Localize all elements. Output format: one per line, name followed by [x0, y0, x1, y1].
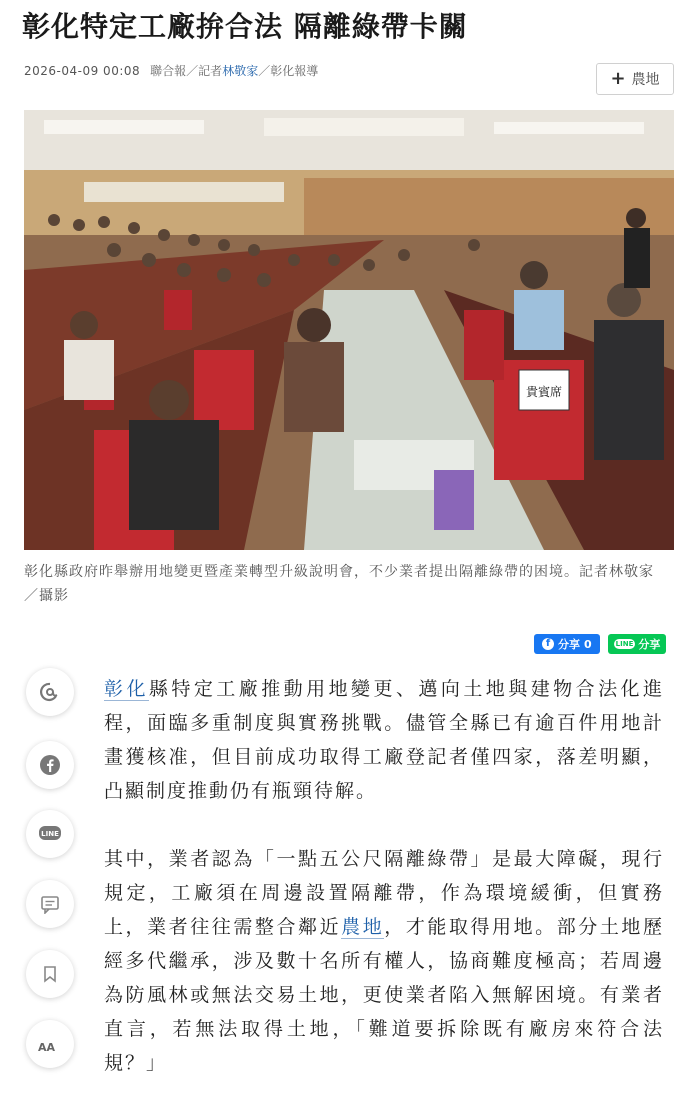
photo-sign-text: 貴賓席 [525, 385, 563, 399]
keyword-link-changhua[interactable]: 彰化 [104, 678, 149, 700]
comment-icon [40, 894, 60, 914]
line-share-button[interactable] [608, 634, 667, 654]
svg-text:AA: AA [38, 1041, 56, 1053]
threads-icon [40, 682, 60, 702]
facebook-share-count: 0 [584, 637, 592, 651]
meeting-photo [24, 110, 674, 550]
svg-text:LINE: LINE [41, 830, 59, 838]
line-icon: LINE [615, 640, 634, 648]
line-icon [39, 825, 61, 843]
paragraph-2-text-b: ，才能取得用地。部分土地歷經多代繼承，涉及數十名所有權人，協商難度極高；若周邊為防風林或無法交易土地，更使業者陷入無解困境。有業者直言，若無法取得土地，「難道要拆除既有廠房來符合法規？」 [104, 916, 664, 1074]
meta-separator: ／ [258, 64, 271, 78]
article-body [104, 672, 664, 1102]
paragraph-2-text-a: 其中，業者認為「一點五公尺隔離綠帶」是最大障礙，現行規定，工廠須在周邊設置隔離帶，作為環境緩衝，但實務上，業者往往需整合鄰近 [104, 848, 664, 938]
facebook-icon [39, 754, 61, 776]
line-share-label: 分享 [638, 638, 661, 651]
share-buttons [534, 634, 666, 654]
article-photo[interactable] [24, 110, 674, 550]
keyword-link-farmland[interactable]: 農地 [341, 916, 385, 938]
photo-caption: 彰化縣政府昨舉辦用地變更暨產業轉型升級說明會，不少業者提出隔離綠帶的困境。記者林敬家／攝影 [24, 564, 654, 604]
bookmark-icon [42, 965, 58, 983]
bookmark-button[interactable] [26, 950, 74, 998]
comment-button[interactable] [26, 880, 74, 928]
article-title: 彰化特定工廠拚合法 隔離綠帶卡關 [22, 10, 468, 43]
threads-share-button[interactable] [26, 668, 74, 716]
author-prefix: 記者 [198, 64, 223, 78]
report-location: 彰化報導 [270, 64, 319, 78]
plus-icon: + [610, 68, 626, 89]
meta-separator: ／ [186, 64, 199, 78]
facebook-share-label: 分享 [558, 638, 580, 651]
font-size-icon [38, 1035, 62, 1053]
follow-tag-label: 農地 [631, 72, 660, 88]
paragraph-1-text: 縣特定工廠推動用地變更、邁向土地與建物合法化進程，面臨多重制度與實務挑戰。儘管全縣已有逾百件用地計畫獲核准，但目前成功取得工廠登記者僅四家，落差明顯，凸顯制度推動仍有瓶頸待解。 [104, 678, 664, 802]
font-size-button[interactable] [26, 1020, 74, 1068]
paragraph-1 [104, 672, 664, 808]
source-name: 聯合報 [150, 64, 187, 78]
author-link[interactable]: 林敬家 [222, 64, 259, 78]
facebook-share-button[interactable] [534, 634, 600, 654]
article-meta [24, 62, 318, 79]
line-side-button[interactable] [26, 810, 74, 858]
facebook-side-button[interactable] [26, 741, 74, 789]
facebook-icon: f [542, 638, 554, 650]
publish-date: 2026-04-09 00:08 [24, 63, 141, 78]
paragraph-2 [104, 842, 664, 1080]
follow-tag-button[interactable] [596, 63, 674, 95]
